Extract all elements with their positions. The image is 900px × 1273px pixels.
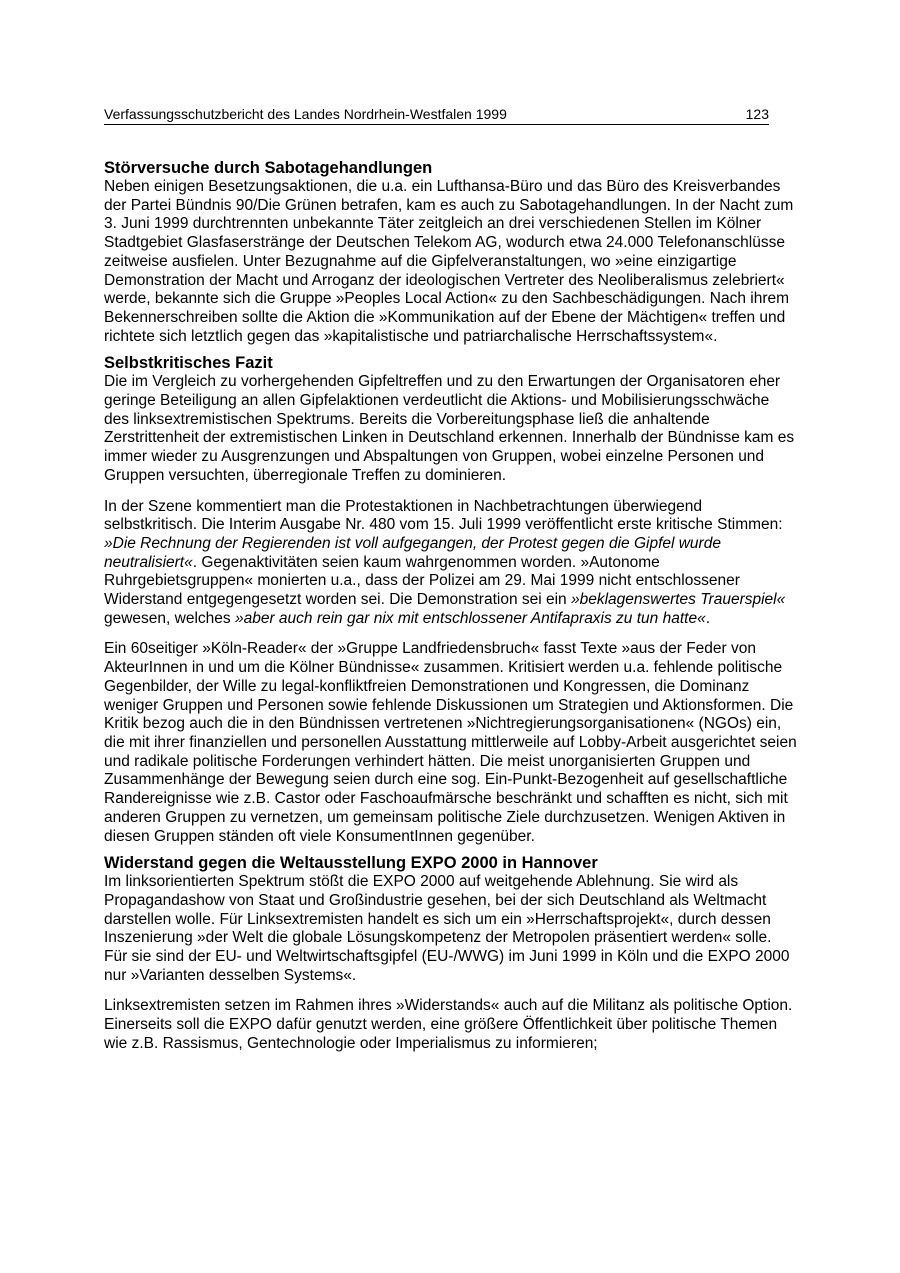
section-expo (104, 854, 798, 1053)
italic-quote: »Die Rechnung der Regierenden ist voll aufgegangen, der Protest gegen die Gipfel wurde neutralisiert« (104, 534, 721, 571)
document-page (104, 106, 798, 1054)
paragraph: Im linksorientierten Spektrum stößt die EXPO 2000 auf weitgehende Ablehnung. Sie wird als Propagandashow von Staat und Großindustrie gesehen, bei der sich Deutschland als Weltmacht darstellen wolle. Für Linksextremisten handelt es sich um ein »Herrschaftsprojekt«, durch dessen Inszenierung »der Welt die globale Lösungskompetenz der Metropolen präsentiert werden« solle. Für sie sind der EU- und Weltwirtschaftsgipfel (EU-/WWG) im Juni 1999 in Köln und die EXPO 2000 nur »Varianten desselben Systems«. (104, 873, 790, 984)
section-sabotage (104, 159, 798, 346)
running-header (104, 106, 769, 125)
italic-quote: »aber auch rein gar nix mit entschlossener Antifapraxis zu tun hatte« (234, 609, 706, 627)
paragraph: Ein 60seitiger »Köln-Reader« der »Gruppe Landfriedensbruch« fasst Texte »aus der Feder von AkteurInnen in und um die Kölner Bündnisse« zusammen. Kritisiert werden u.a. fehlende politische Gegenbilder, der Wille zu legal-konfliktfreien Demonstrationen und Kongressen, die Dominanz weniger Gruppen und Personen sowie fehlende Diskussionen um Strategien und Aktionsformen. Die Kritik bezog auch die in den Bündnissen vertretenen »Nichtregierungsorganisationen« (NGOs) ein, die mit ihrer finanziellen und personellen Ausstattung mittlerweile auf Lobby-Arbeit ausgerichtet seien und radikale politische Forderungen verhindert hätten. Die meist unorganisierten Gruppen und Zusammenhänge der Bewegung seien durch eine sog. Ein-Punkt-Bezogenheit auf gesellschaftliche Randereignisse wie z.B. Castor oder Faschoaufmärsche beschränkt und schafften es nicht, sich mit anderen Gruppen zu vernetzen, um gemeinsam politische Ziele durchzusetzen. Wenigen Aktiven in diesen Gruppen ständen oft viele KonsumentInnen gegenüber. (104, 640, 797, 845)
section-heading: Selbstkritisches Fazit (104, 354, 273, 373)
header-title: Verfassungsschutzbericht des Landes Nordrhein-Westfalen 1999 (104, 106, 507, 122)
paragraph-with-quotes (104, 498, 798, 629)
paragraph: Linksextremisten setzen im Rahmen ihres »Widerstands« auch auf die Militanz als politische Option. Einerseits soll die EXPO dafür genutzt werden, eine größere Öffentlichkeit über politische Themen wie z.B. Rassismus, Gentechnologie oder Imperialismus zu informieren; (104, 997, 793, 1052)
section-fazit (104, 354, 798, 846)
section-heading: Widerstand gegen die Weltausstellung EXPO 2000 in Hannover (104, 854, 598, 873)
text-run: . (705, 609, 710, 627)
page-number: 123 (745, 106, 769, 122)
text-run: . Gegenaktivitäten seien kaum wahrgenommen worden. »Autonome Ruhrgebietsgruppen« monierten u.a., dass der Polizei am 29. Mai 1999 nicht entschlossener Widerstand entgegengesetzt worden sei. Die Demonstration sei ein (104, 553, 740, 609)
text-run: In der Szene kommentiert man die Protestaktionen in Nachbetrachtungen überwiegend selbstkritisch. Die Interim Ausgabe Nr. 480 vom 15. Juli 1999 veröffentlicht erste kritische Stimmen: (104, 497, 783, 534)
italic-quote: »beklagenswertes Trauerspiel« (570, 591, 786, 609)
paragraph: Neben einigen Besetzungsaktionen, die u.a. ein Lufthansa-Büro und das Büro des Kreisverbandes der Partei Bündnis 90/Die Grünen betrafen, kam es auch zu Sabotagehandlungen. In der Nacht zum 3. Juni 1999 durchtrennten unbekannte Täter zeitgleich an drei verschiedenen Stellen im Kölner Stadtgebiet Glasfaserstränge der Deutschen Telekom AG, wodurch etwa 24.000 Telefonanschlüsse zeitweise ausfielen. Unter Bezugnahme auf die Gipfelveranstaltungen, wo »eine einzigartige Demonstration der Macht und Arroganz der ideologischen Vertreter des Neoliberalismus zelebriert« werde, bekannte sich die Gruppe »Peoples Local Action« zu den Sachbeschädigungen. Nach ihrem Bekennerschreiben sollte die Aktion die »Kommunikation auf der Ebene der Mächtigen« treffen und richtete sich letztlich gegen das »kapitalistische und patriarchalische Herrschaftssystem«. (104, 178, 794, 345)
text-run: gewesen, welches (104, 609, 235, 627)
paragraph: Die im Vergleich zu vorhergehenden Gipfeltreffen und zu den Erwartungen der Organisatoren eher geringe Beteiligung an allen Gipfelaktionen verdeutlicht die Aktions- und Mobilisierungsschwäche des linksextremistischen Spektrums. Bereits die Vorbereitungsphase ließ die anhaltende Zerstrittenheit der extremistischen Linken in Deutschland erkennen. Innerhalb der Bündnisse kam es immer wieder zu Ausgrenzungen und Abspaltungen von Gruppen, wobei einzelne Personen und Gruppen versuchten, überregionale Treffen zu dominieren. (104, 373, 795, 484)
section-heading: Störversuche durch Sabotagehandlungen (104, 159, 433, 177)
